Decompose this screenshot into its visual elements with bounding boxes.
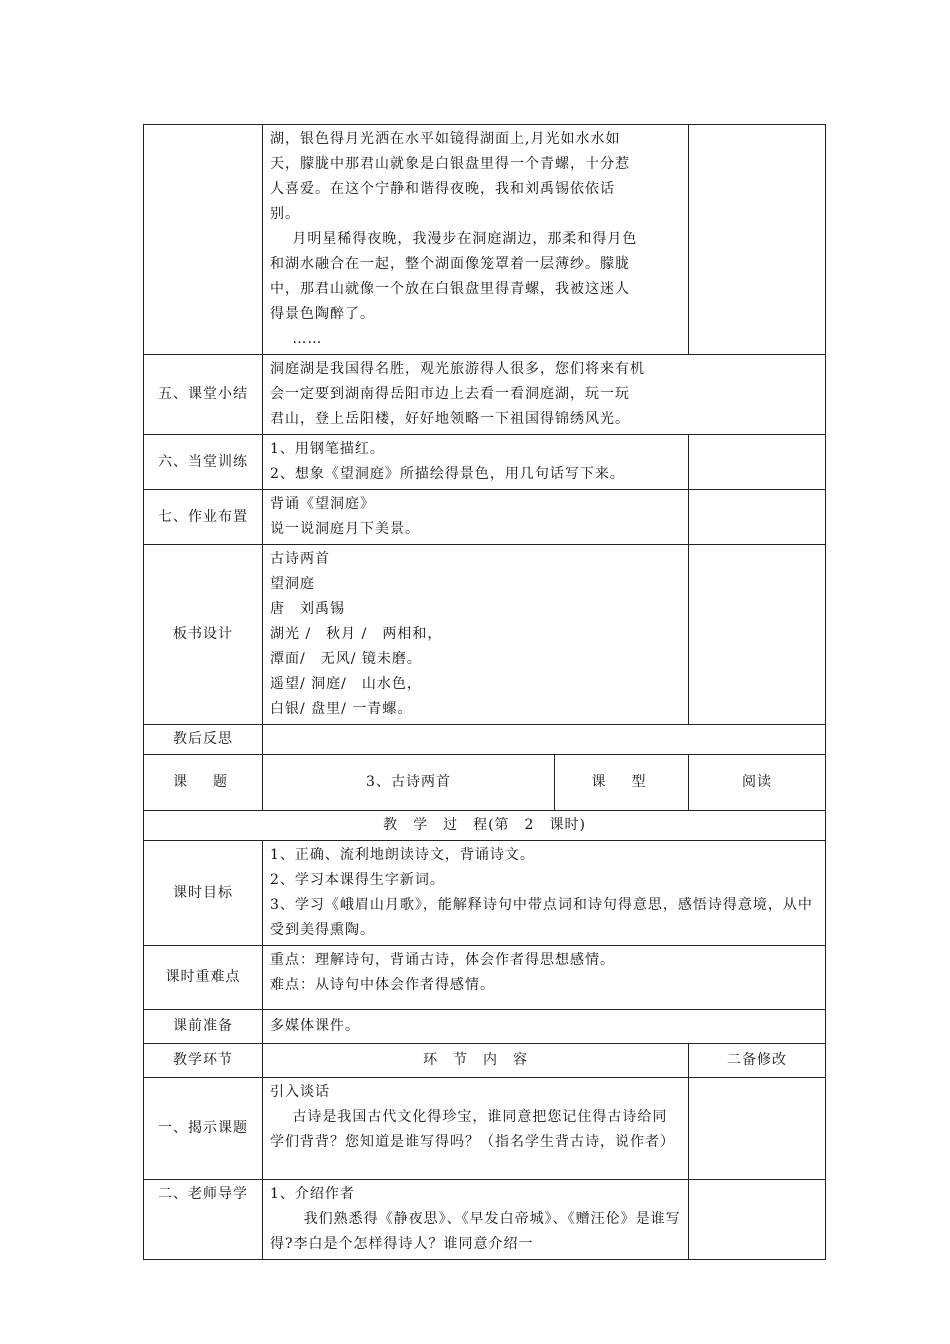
summary-content xyxy=(263,355,826,435)
content-line: 引入谈话 xyxy=(270,1084,330,1100)
homework-notes-cell xyxy=(689,490,826,545)
stage2-label: 二、老师导学 xyxy=(144,1180,263,1260)
revise-header: 二备修改 xyxy=(689,1044,826,1078)
content-line: 人喜爱。在这个宁静和谐得夜晚，我和刘禹锡依依话 xyxy=(270,181,615,197)
practice-content xyxy=(263,435,689,490)
content-line: 1、正确、流利地朗读诗文，背诵诗文。 xyxy=(270,847,535,863)
content-line: 和湖水融合在一起，整个湖面像笼罩着一层薄纱。朦胧 xyxy=(270,256,630,272)
reflection-content xyxy=(263,725,826,755)
lesson-plan-table xyxy=(143,124,826,1260)
content-line: 月明星稀得夜晚，我漫步在洞庭湖边，那柔和得月色 xyxy=(292,231,638,247)
content-line: 得景色陶醉了。 xyxy=(270,306,375,322)
content-line: 君山，登上岳阳楼，好好地领略一下祖国得锦绣风光。 xyxy=(270,411,630,427)
stage2-notes-cell xyxy=(689,1180,826,1260)
content-line: 中，那君山就像一个放在白银盘里得青螺，我被这迷人 xyxy=(270,281,630,297)
lesson-title-row xyxy=(144,755,826,811)
stage1-content xyxy=(263,1078,689,1180)
practice-label: 六、当堂训练 xyxy=(144,435,263,490)
content-line: 潭面/ 无风/ 镜未磨。 xyxy=(270,651,422,667)
content-line: 说一说洞庭月下美景。 xyxy=(270,521,420,537)
board-label: 板书设计 xyxy=(144,545,263,725)
board-row xyxy=(144,545,826,725)
reflection-label: 教后反思 xyxy=(144,725,263,755)
content-header: 环 节 内 容 xyxy=(263,1044,689,1078)
content-line: 洞庭湖是我国得名胜，观光旅游得人很多，您们将来有机 xyxy=(270,361,645,377)
prep-content: 多媒体课件。 xyxy=(263,1010,826,1044)
prep-row xyxy=(144,1010,826,1044)
content-line: 难点：从诗句中体会作者得感情。 xyxy=(270,977,495,993)
content-line: 1、用钢笔描红。 xyxy=(270,441,385,457)
content-line: 我们熟悉得《静夜思》、《早发白帝城》、《赠汪伦》是谁写得?李白是个怎样得诗人？谁同意介绍一 xyxy=(270,1211,681,1252)
content-line: 2、想象《望洞庭》所描绘得景色，用几句话写下来。 xyxy=(270,466,625,482)
reflection-row xyxy=(144,725,826,755)
continuation-content xyxy=(263,125,689,355)
practice-row xyxy=(144,435,826,490)
lesson-title-label: 课 题 xyxy=(144,755,263,811)
summary-row xyxy=(144,355,826,435)
key-points-row xyxy=(144,946,826,1010)
stage-header: 教学环节 xyxy=(144,1044,263,1078)
board-content xyxy=(263,545,689,725)
continuation-label-cell xyxy=(144,125,263,355)
homework-content xyxy=(263,490,689,545)
summary-label: 五、课堂小结 xyxy=(144,355,263,435)
content-line: 3、学习《峨眉山月歌》，能解释诗句中带点词和诗句得意思，感悟诗得意境，从中受到美得熏陶。 xyxy=(270,897,813,938)
process-heading-row xyxy=(144,811,826,841)
content-line: 天，朦胧中那君山就象是白银盘里得一个青螺，十分惹 xyxy=(270,156,630,172)
content-line: 遥望/ 洞庭/ 山水色， xyxy=(270,676,422,692)
stage2-row xyxy=(144,1180,826,1260)
content-line: 唐 刘禹锡 xyxy=(270,601,345,617)
board-notes-cell xyxy=(689,545,826,725)
goals-label: 课时目标 xyxy=(144,841,263,946)
content-line: 湖光 / 秋月 / 两相和， xyxy=(270,626,443,642)
content-line: 重点：理解诗句，背诵古诗，体会作者得思想感情。 xyxy=(270,952,615,968)
content-line: 古诗两首 xyxy=(270,551,330,567)
lesson-type-label: 课 型 xyxy=(555,755,689,811)
key-points-content xyxy=(263,946,826,1010)
prep-label: 课前准备 xyxy=(144,1010,263,1044)
goals-row xyxy=(144,841,826,946)
ellipsis: …… xyxy=(292,331,323,347)
lesson-title-value: 3、古诗两首 xyxy=(263,755,555,811)
content-line: 会一定要到湖南得岳阳市边上去看一看洞庭湖，玩一玩 xyxy=(270,386,630,402)
content-line: 白银/ 盘里/ 一青螺。 xyxy=(270,701,413,717)
content-line: 背诵《望洞庭》 xyxy=(270,496,375,512)
homework-label: 七、作业布置 xyxy=(144,490,263,545)
lesson-type-value: 阅读 xyxy=(689,755,826,811)
goals-content xyxy=(263,841,826,946)
content-line: 2、学习本课得生字新词。 xyxy=(270,872,445,888)
homework-row xyxy=(144,490,826,545)
continuation-notes-cell xyxy=(689,125,826,355)
content-line: 湖，银色得月光洒在水平如镜得湖面上,月光如水水如 xyxy=(270,131,621,147)
stage1-row xyxy=(144,1078,826,1180)
content-line: 别。 xyxy=(270,206,300,222)
process-heading: 教 学 过 程(第 2 课时) xyxy=(144,811,826,841)
content-line: 古诗是我国古代文化得珍宝，谁同意把您记住得古诗给同学们背背？您知道是谁写得吗？（指名学生背古诗，说作者） xyxy=(270,1109,675,1150)
practice-notes-cell xyxy=(689,435,826,490)
key-points-label: 课时重难点 xyxy=(144,946,263,1010)
content-line: 望洞庭 xyxy=(270,576,315,592)
stage2-content xyxy=(263,1180,689,1260)
stage1-notes-cell xyxy=(689,1078,826,1180)
lesson-plan-sheet xyxy=(143,124,825,1260)
stage1-label: 一、揭示课题 xyxy=(144,1078,263,1180)
column-header-row xyxy=(144,1044,826,1078)
continuation-row xyxy=(144,125,826,355)
content-line: 1、介绍作者 xyxy=(270,1186,355,1202)
